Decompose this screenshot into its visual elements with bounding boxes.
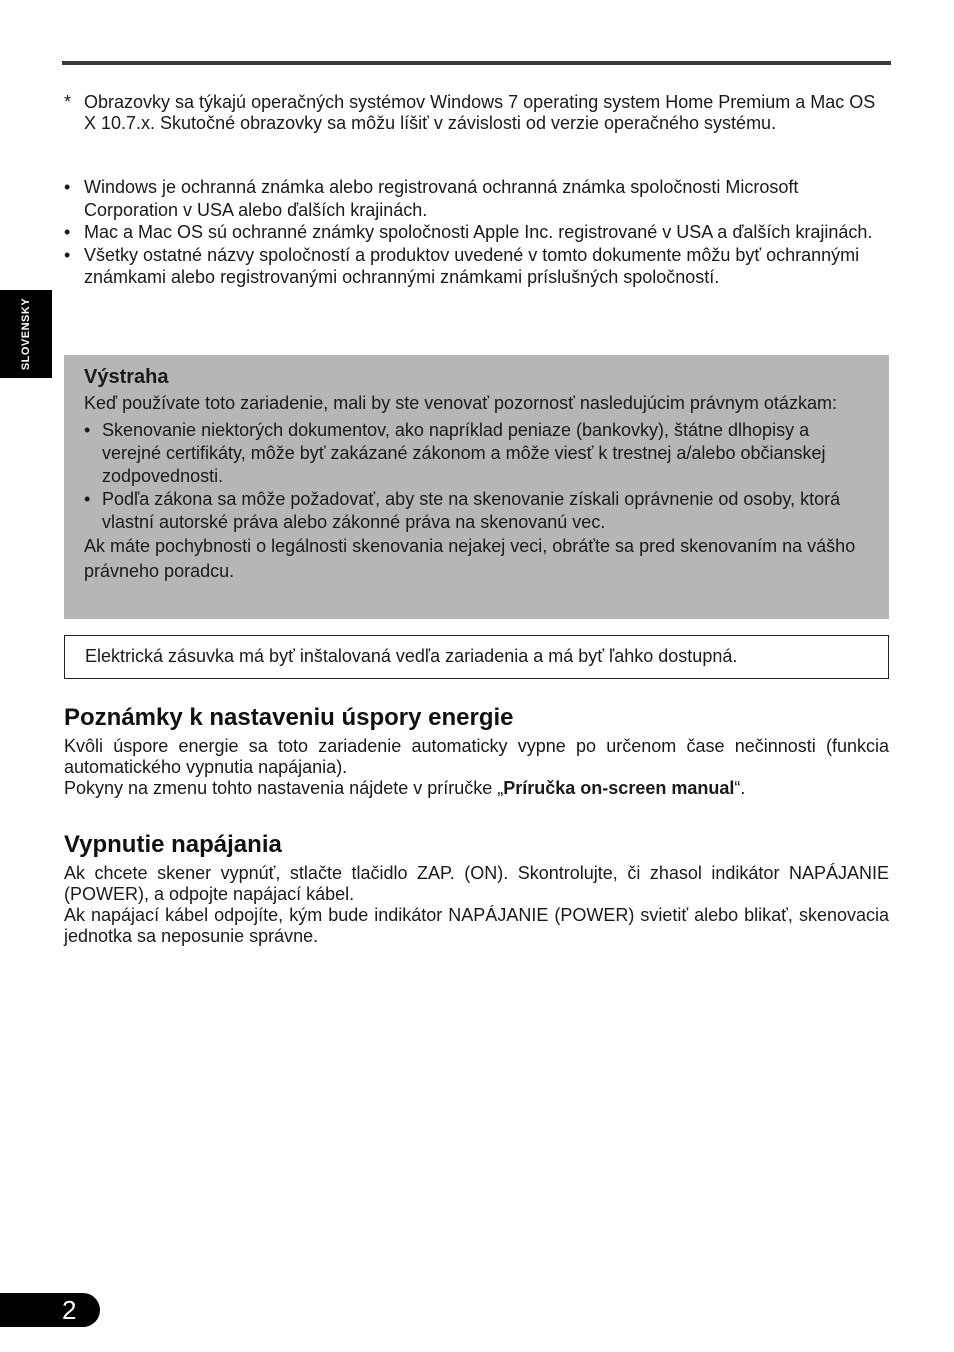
energy-p2-after: “. [734, 778, 746, 798]
energy-section [64, 704, 889, 799]
bullet-icon: • [84, 420, 91, 440]
power-section [64, 831, 889, 947]
os-screens-note [64, 92, 889, 133]
manual-name: Príručka on-screen manual [503, 778, 735, 798]
list-item-text: Skenovanie niektorých dokumentov, ako napríklad peniaze (bankovky), štátne dlhopisy a verejné certifikáty, môže byť zakázané zákonom a môže viesť k trestnej a/alebo občianskej zodpovednosti. [102, 420, 826, 486]
top-rule [62, 61, 891, 65]
energy-heading: Poznámky k nastaveniu úspory energie [64, 704, 514, 731]
socket-note-text: Elektrická zásuvka má byť inštalovaná vedľa zariadenia a má byť ľahko dostupná. [85, 646, 738, 666]
socket-note-box [64, 635, 889, 679]
warning-title: Výstraha [84, 366, 169, 388]
power-heading: Vypnutie napájania [64, 831, 282, 858]
list-item-text: Windows je ochranná známka alebo registrovaná ochranná známka spoločnosti Microsoft Corporation v USA alebo ďalších krajinách. [84, 177, 799, 220]
list-item [64, 221, 889, 244]
os-screens-note-text: Obrazovky sa týkajú operačných systémov Windows 7 operating system Home Premium a Mac OS X 10.7.x. Skutočné obrazovky sa môžu líšiť v závislosti od verzie operačného systému. [84, 92, 876, 133]
energy-p2-before: Pokyny na zmenu tohto nastavenia nájdete v príručke „ [64, 778, 504, 798]
warning-list [84, 419, 869, 534]
warning-outro: Ak máte pochybnosti o legálnosti skenovania nejakej veci, obráťte sa pred skenovaním na vášho právneho poradcu. [84, 536, 856, 581]
warning-intro: Keď používate toto zariadenie, mali by ste venovať pozornosť nasledujúcim právnym otázkam: [84, 393, 837, 413]
energy-paragraph-1: Kvôli úspore energie sa toto zariadenie automaticky vypne po určenom čase nečinnosti (funkcia automatického vypnutia napájania). [64, 736, 889, 777]
list-item-text: Všetky ostatné názvy spoločností a produktov uvedené v tomto dokumente môžu byť ochrannými známkami alebo registrovanými ochrannými známkami príslušných spoločností. [84, 244, 860, 287]
page-number: 2 [62, 1295, 77, 1325]
bullet-icon: • [84, 489, 91, 509]
bullet-icon: • [64, 177, 71, 197]
language-tab-label: SLOVENSKY [20, 297, 32, 371]
power-paragraph-2: Ak napájací kábel odpojíte, kým bude indikátor NAPÁJANIE (POWER) svietiť alebo blikať, skenovacia jednotka sa neposunie správne. [64, 905, 889, 946]
energy-paragraph-2 [64, 778, 889, 799]
page-number-badge [0, 1293, 100, 1327]
bullet-icon: • [64, 222, 71, 242]
list-item [64, 244, 889, 289]
list-item [64, 176, 889, 221]
bullet-icon: • [64, 244, 71, 265]
trademark-list [64, 176, 889, 289]
list-item-text: Mac a Mac OS sú ochranné známky spoločnosti Apple Inc. registrované v USA a ďalších krajinách. [84, 222, 873, 242]
list-item-text: Podľa zákona sa môže požadovať, aby ste na skenovanie získali oprávnenie od osoby, ktorá vlastní autorské práva alebo zákonné práva na skenovanú vec. [102, 489, 841, 532]
asterisk-mark: * [64, 92, 72, 112]
list-item [84, 488, 869, 534]
warning-box [64, 355, 889, 619]
power-paragraph-1: Ak chcete skener vypnúť, stlačte tlačidlo ZAP. (ON). Skontrolujte, či zhasol indikátor NAPÁJANIE (POWER), a odpojte napájací kábel. [64, 863, 889, 904]
list-item [84, 419, 869, 488]
language-tab [0, 290, 52, 378]
